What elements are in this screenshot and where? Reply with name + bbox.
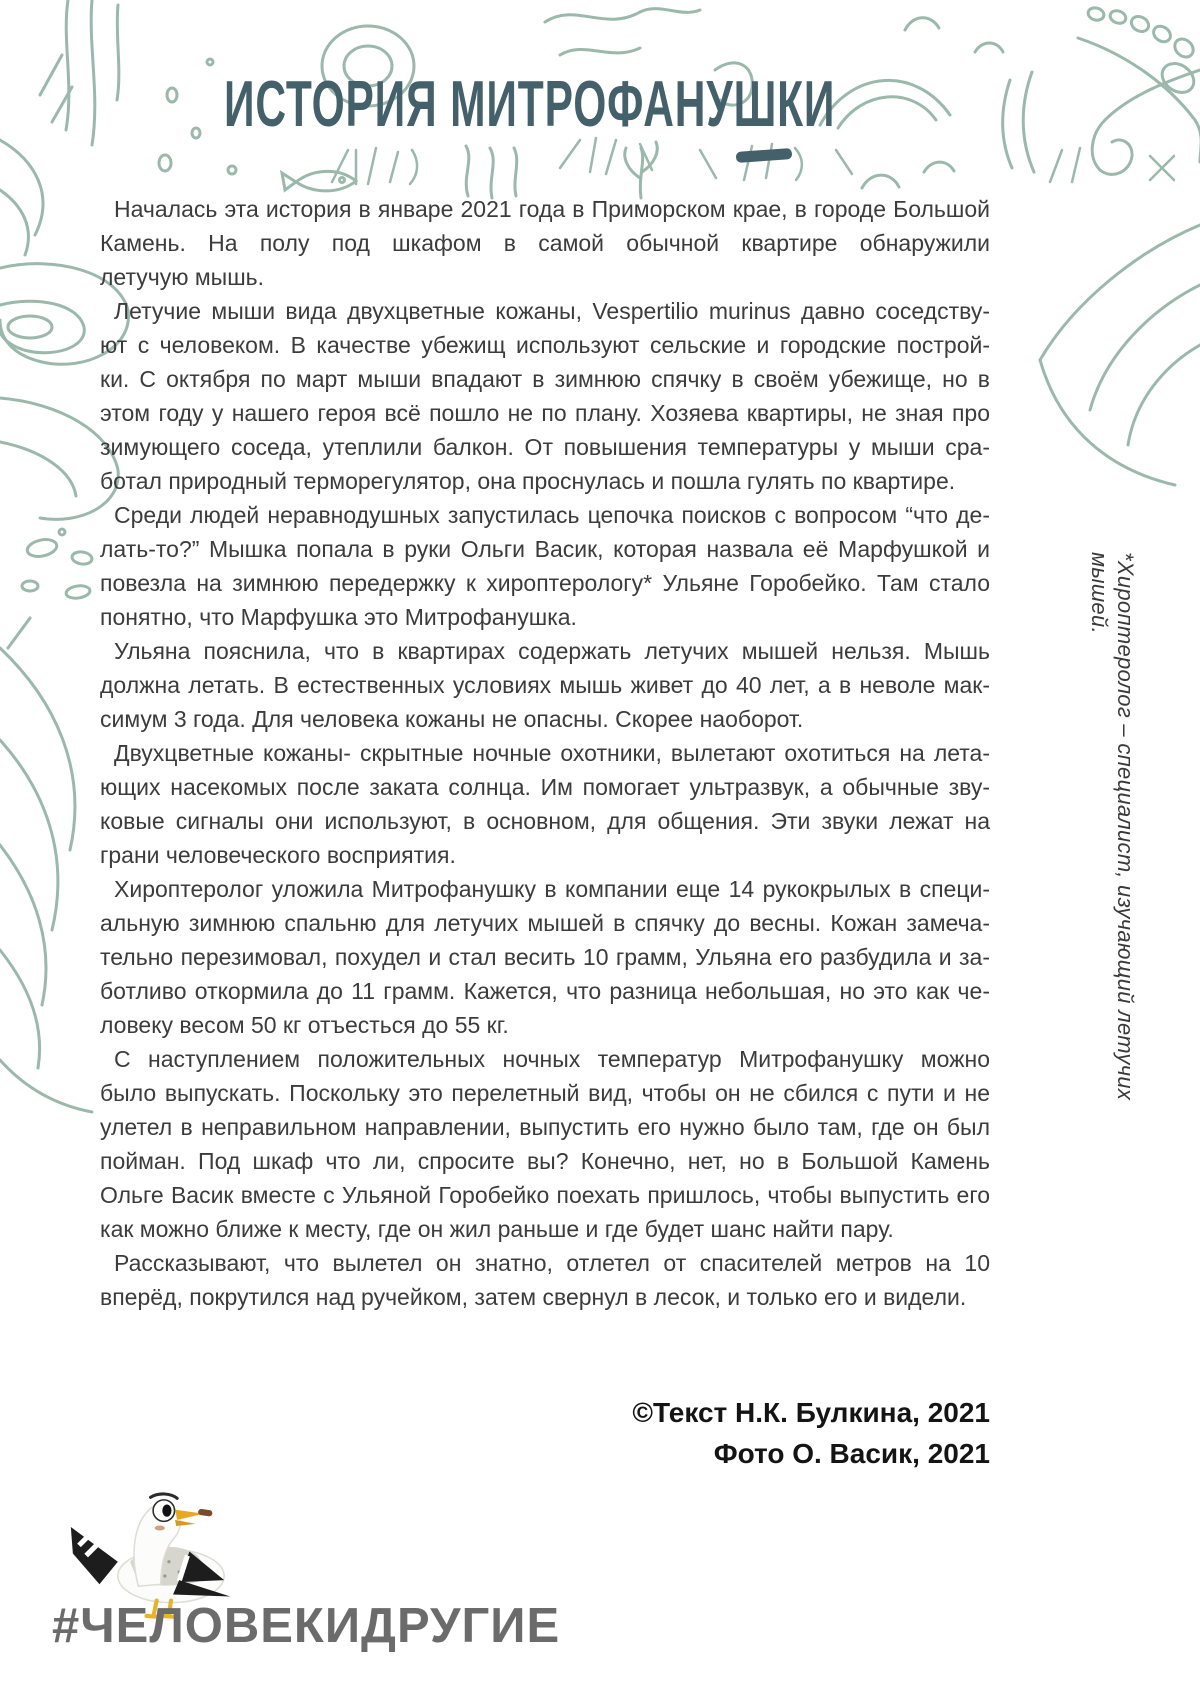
text-line: С наступлением положительных ночных температур Митрофанушку можно — [114, 1046, 990, 1072]
page-title: ИСТОРИЯ МИТРОФАНУШКИ — [224, 67, 836, 141]
text-line: повезла на зимнюю передержку к хироптерологу* Ульяне Горобейко. Там стало — [100, 570, 990, 596]
text-line: было выпускать. Поскольку это перелетный вид, чтобы он не сбился с пути и не — [100, 1080, 990, 1106]
text-line: зимующего соседа, утеплили балкон. От повышения температуры у мыши сра- — [100, 434, 990, 460]
text-line: ботал природный терморегулятор, она проснулась и пошла гулять по квартире. — [100, 468, 956, 494]
sidenote-vertical: *Хироптеролог – специалист, изучающий летучих мышей. — [1087, 552, 1138, 1101]
text-line: вперёд, покрутился над ручейком, затем свернул в лесок, и только его и видели. — [100, 1284, 967, 1310]
text-line: ют с человеком. В качестве убежищ используют сельские и городские построй- — [100, 332, 990, 358]
article-body — [100, 192, 990, 1314]
text-line: должна летать. В естественных условиях мышь живет до 40 лет, а в неволе мак- — [100, 672, 990, 698]
text-line: Летучие мыши вида двухцветные кожаны, Vespertilio murinus давно соседству- — [114, 298, 990, 324]
credits-text-line: ©Текст Н.К. Булкина, 2021 — [632, 1397, 990, 1428]
credits-photo-line: Фото О. Васик, 2021 — [713, 1438, 990, 1469]
text-line: Хироптеролог уложила Митрофанушку в компании еще 14 рукокрылых в специ- — [114, 876, 990, 902]
text-line: ющих насекомых после заката солнца. Им помогает ультразвук, а обычные зву- — [100, 774, 990, 800]
text-line: симум 3 года. Для человека кожаны не опасны. Скорее наоборот. — [100, 706, 804, 732]
text-line: грани человеческого восприятия. — [100, 842, 456, 868]
text-line: Двухцветные кожаны- скрытные ночные охотники, вылетают охотиться на лета- — [114, 740, 990, 766]
text-line: этом году у нашего героя всё пошло не по плану. Хозяева квартиры, не зная про — [100, 400, 990, 426]
text-line: ботливо откормила до 11 грамм. Кажется, что разница небольшая, но это как че- — [100, 978, 990, 1004]
text-line: летучую мышь. — [100, 264, 265, 290]
page-title-wrap — [0, 66, 1060, 141]
text-line: альную зимнюю спальню для летучих мышей в спячку до весны. Кожан замеча- — [100, 910, 990, 936]
hashtag: #ЧЕЛОВЕКИДРУГИЕ — [52, 1599, 561, 1653]
text-line: лать-то?” Мышка попала в руки Ольги Васик, которая назвала её Марфушкой и — [100, 536, 990, 562]
text-line: как можно ближе к месту, где он жил раньше и где будет шанс найти пару. — [100, 1216, 894, 1242]
text-line: тельно перезимовал, похудел и стал весить 10 грамм, Ульяна его разбудила и за- — [100, 944, 990, 970]
text-line: пойман. Под шкаф что ли, спросите вы? Конечно, нет, но в Большой Камень — [100, 1148, 990, 1174]
text-line: Рассказывают, что вылетел он знатно, отлетел от спасителей метров на 10 — [114, 1250, 990, 1276]
text-line: Камень. На полу под шкафом в самой обычной квартире обнаружили — [100, 230, 990, 256]
text-line: улетел в неправильном направлении, выпустить его нужно было там, где он был — [100, 1114, 990, 1140]
credits — [100, 1392, 990, 1474]
text-line: Ульяна пояснила, что в квартирах содержать летучих мышей нельзя. Мышь — [114, 638, 990, 664]
text-line: ловеку весом 50 кг отъесться до 55 кг. — [100, 1012, 509, 1038]
text-line: ковые сигналы они используют, в основном, для общения. Эти звуки лежат на — [100, 808, 990, 834]
text-line: Началась эта история в январе 2021 года в Приморском крае, в городе Большой — [114, 196, 990, 222]
text-line: понятно, что Марфушка это Митрофанушка. — [100, 604, 577, 630]
text-line: Ольге Васик вместе с Ульяной Горобейко поехать пришлось, чтобы выпустить его — [100, 1182, 990, 1208]
text-line: Среди людей неравнодушных запустилась цепочка поисков с вопросом “что де- — [114, 502, 990, 528]
text-line: ки. С октября по март мыши впадают в зимнюю спячку в своём убежище, но в — [100, 366, 990, 392]
